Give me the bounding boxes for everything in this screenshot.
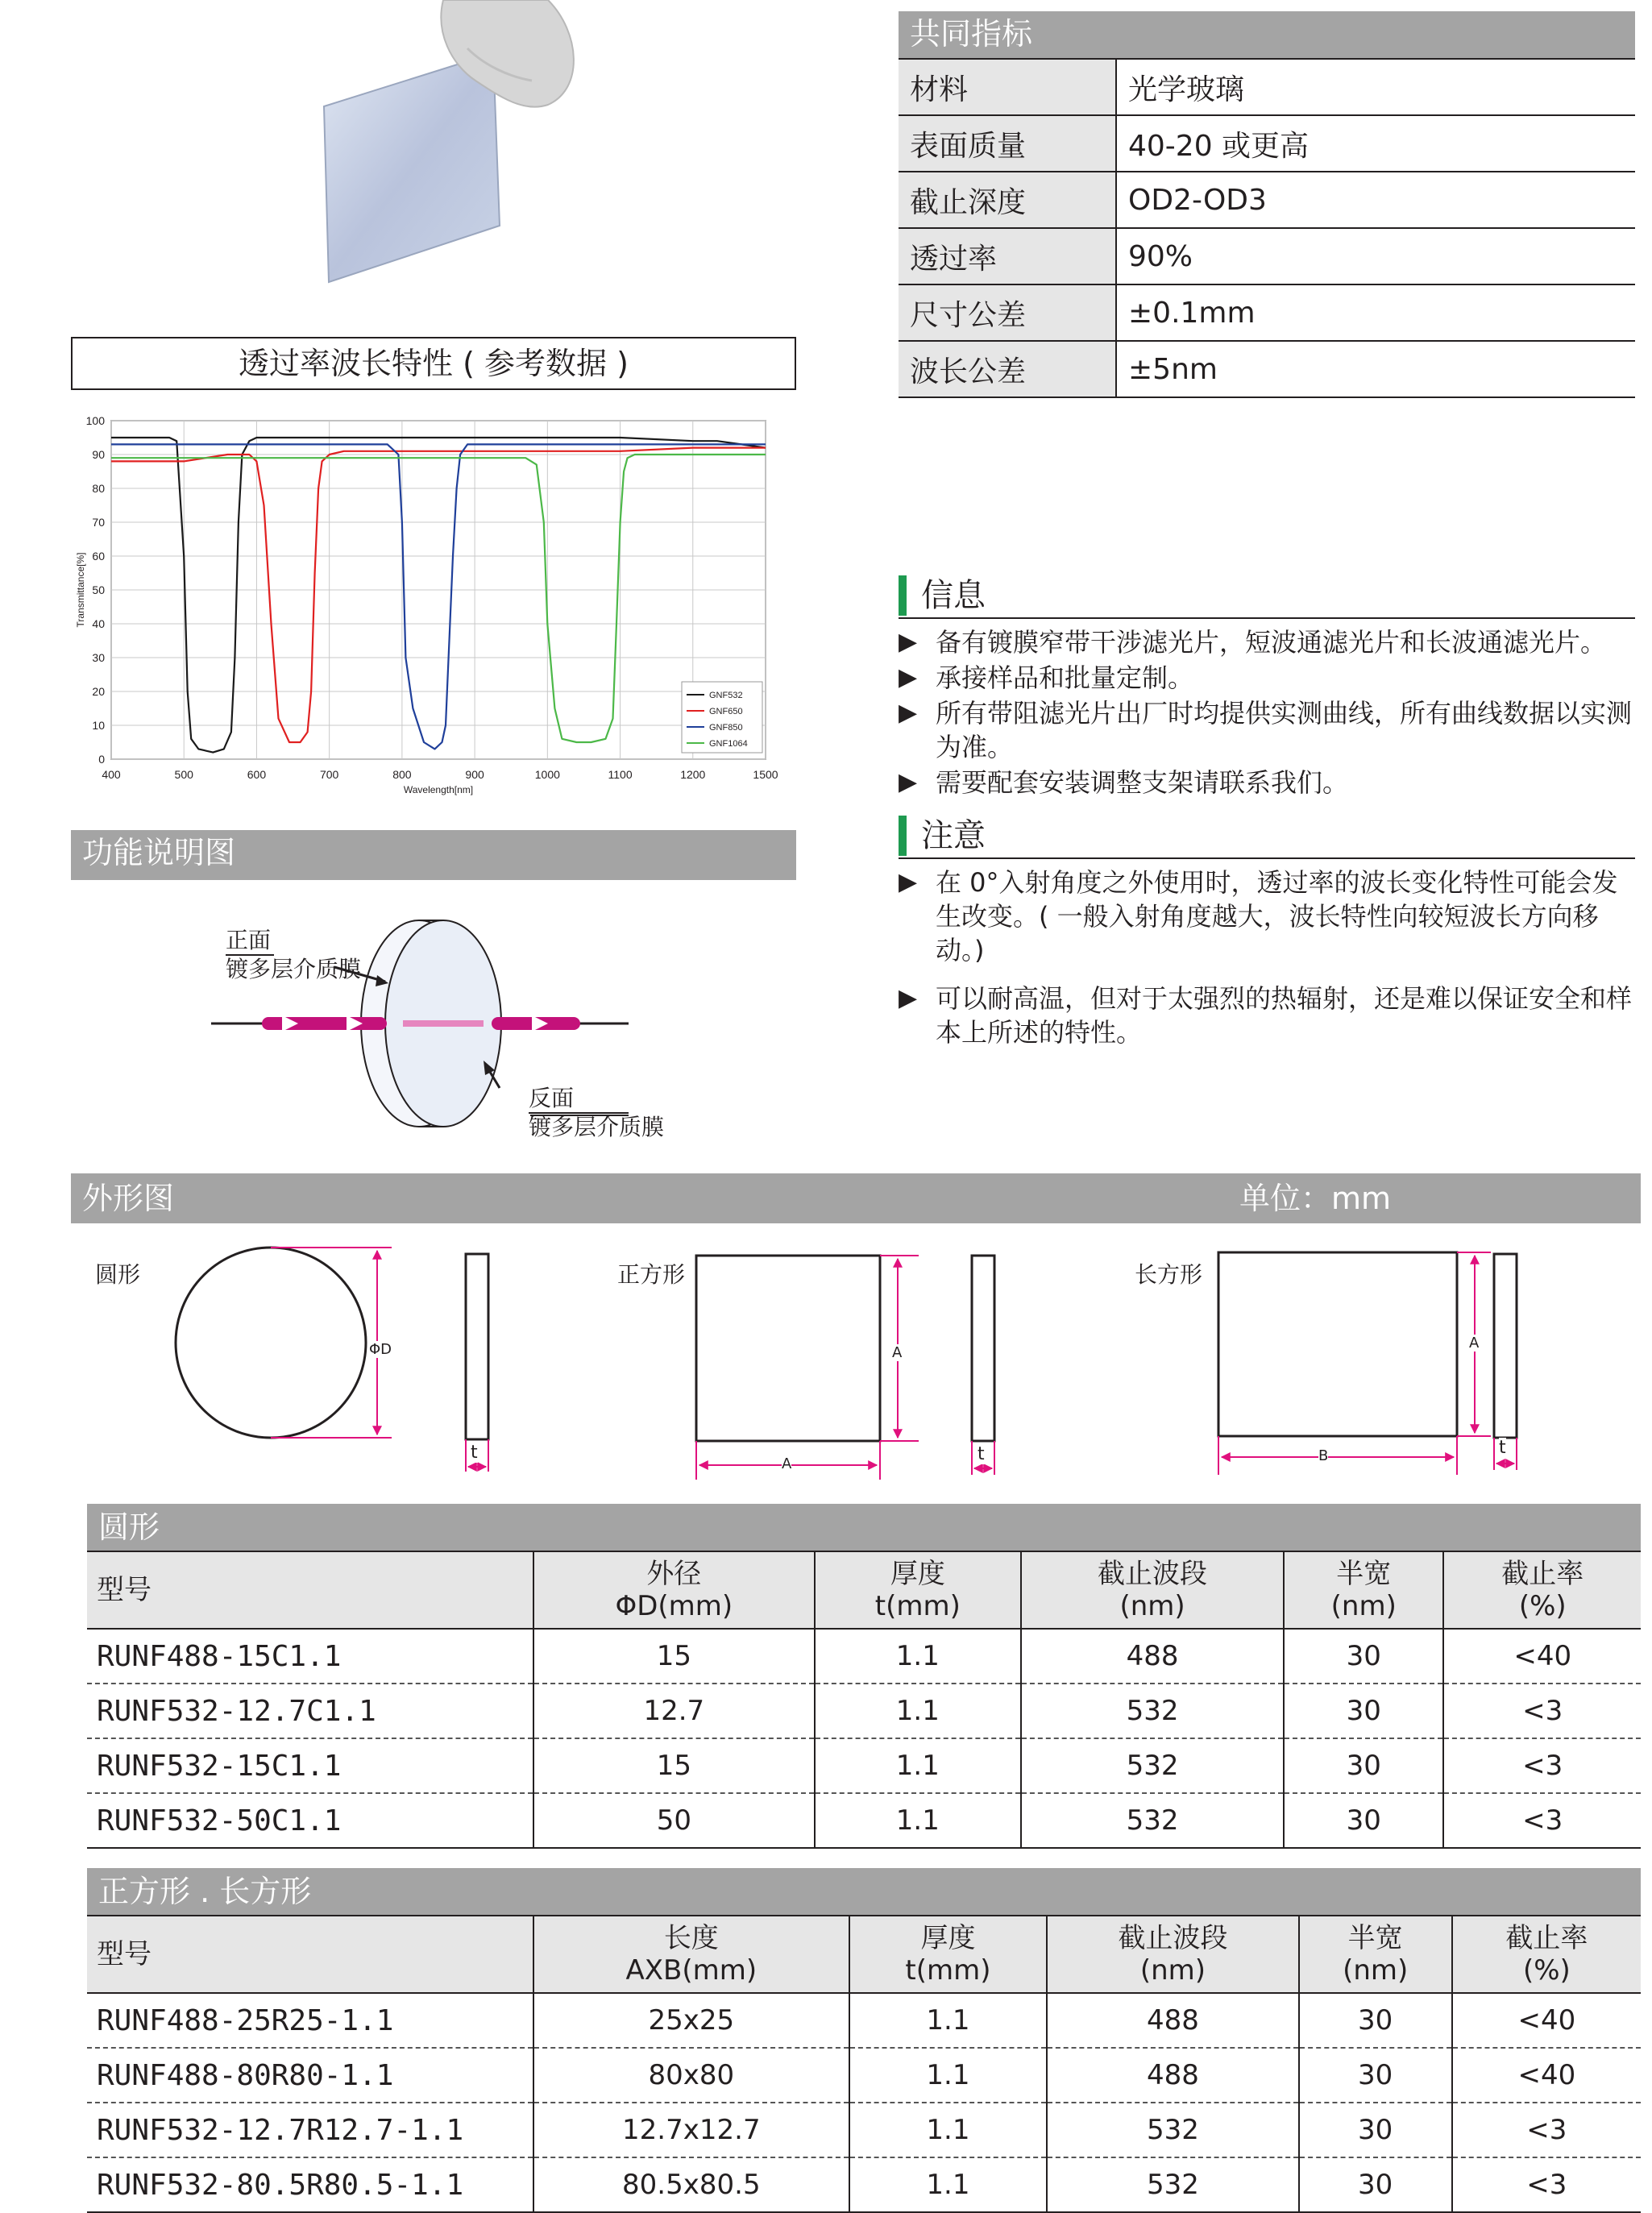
y-tick-label: 80 — [92, 482, 105, 495]
info-item-1: ▶ 备有镀膜窄带干涉滤光片，短波通滤光片和长波通滤光片。 — [899, 625, 1640, 659]
y-axis-label: Transmittance[%] — [75, 552, 86, 628]
unit-label: 单位：mm — [1239, 1181, 1392, 1216]
model-cell: RUNF532-15C1.1 — [87, 1738, 533, 1793]
table-row — [87, 1993, 1641, 2048]
table-cell: 532 — [1047, 2103, 1298, 2157]
outline-drawings — [0, 1241, 1652, 1483]
spec-key: 截止深度 — [899, 172, 1116, 228]
table-cell: 30 — [1299, 2048, 1452, 2103]
table-row — [87, 1738, 1641, 1793]
spec-value: OD2-OD3 — [1116, 172, 1635, 228]
round-table — [87, 1551, 1641, 1849]
rect-shape-label: 长方形 — [1135, 1261, 1203, 1288]
table-cell: <40 — [1452, 1993, 1641, 2048]
table-cell: 1.1 — [849, 2048, 1048, 2103]
column-header: 半宽 (nm) — [1284, 1551, 1443, 1629]
table-cell: 30 — [1284, 1684, 1443, 1738]
column-header: 半宽 (nm) — [1299, 1916, 1452, 1993]
model-cell: RUNF532-80.5R80.5-1.1 — [87, 2157, 533, 2212]
table-row — [87, 1629, 1641, 1684]
table-cell: 30 — [1284, 1738, 1443, 1793]
table-cell: 532 — [1021, 1793, 1284, 1848]
table-cell: 12.7x12.7 — [533, 2103, 849, 2157]
table-cell: 488 — [1047, 2048, 1298, 2103]
table-cell: 30 — [1284, 1629, 1443, 1684]
table-row — [87, 1684, 1641, 1738]
table-cell: 1.1 — [815, 1629, 1021, 1684]
column-header: 型号 — [87, 1916, 533, 1993]
x-tick-label: 1000 — [534, 768, 560, 781]
model-cell: RUNF532-12.7R12.7-1.1 — [87, 2103, 533, 2157]
dim-t-square-label: t — [978, 1444, 985, 1464]
x-axis-label: Wavelength[nm] — [403, 784, 474, 795]
dim-t-round-label: t — [471, 1443, 478, 1463]
square-table-title: 正方形 . 长方形 — [98, 1874, 312, 1909]
dim-a-rect-label: A — [1469, 1335, 1480, 1351]
dim-b-label: B — [1318, 1447, 1329, 1464]
legend-entry: GNF1064 — [709, 739, 748, 749]
spec-value: 光学玻璃 — [1116, 59, 1635, 115]
table-row — [87, 2157, 1641, 2212]
square-table — [87, 1915, 1641, 2213]
spec-key: 波长公差 — [899, 341, 1116, 397]
notice-divider — [899, 857, 1635, 859]
y-tick-label: 90 — [92, 448, 105, 461]
column-header: 截止波段 (nm) — [1047, 1916, 1298, 1993]
x-tick-label: 700 — [319, 768, 339, 781]
front-label-line1: 正面 — [226, 927, 274, 956]
front-label — [226, 927, 361, 983]
legend-entry: GNF850 — [709, 723, 743, 733]
specs-table — [899, 58, 1635, 398]
spec-row — [899, 284, 1635, 341]
model-cell: RUNF488-25R25-1.1 — [87, 1993, 533, 2048]
column-header: 长度 AXB(mm) — [533, 1916, 849, 1993]
spec-row — [899, 228, 1635, 284]
table-row — [87, 2048, 1641, 2103]
chart-title: 透过率波长特性 ( 参考数据 ) — [239, 346, 629, 381]
spec-row — [899, 59, 1635, 115]
table-cell: 15 — [533, 1738, 815, 1793]
table-cell: 532 — [1021, 1738, 1284, 1793]
table-cell: 1.1 — [815, 1793, 1021, 1848]
info-item-4: ▶ 需要配套安装调整支架请联系我们。 — [899, 766, 1640, 799]
table-cell: <3 — [1443, 1684, 1641, 1738]
dim-d-label: ΦD — [369, 1341, 392, 1358]
square-table-header — [87, 1868, 1641, 1915]
table-row — [87, 2103, 1641, 2157]
front-label-line2: 镀多层介质膜 — [226, 956, 362, 982]
chart-title-box — [71, 337, 796, 390]
x-tick-label: 1100 — [608, 768, 633, 781]
table-cell: 25x25 — [533, 1993, 849, 2048]
spec-value: 40-20 或更高 — [1116, 115, 1635, 172]
dim-a-horiz-label: A — [782, 1455, 792, 1472]
notice-title-text: 注意 — [921, 817, 986, 854]
outline-section-header — [71, 1173, 1641, 1223]
y-tick-label: 0 — [98, 753, 105, 766]
x-tick-label: 500 — [174, 768, 193, 781]
square-shape-label: 正方形 — [617, 1261, 686, 1288]
specs-title: 共同指标 — [910, 16, 1033, 52]
table-cell: <3 — [1443, 1738, 1641, 1793]
column-header: 厚度 t(mm) — [849, 1916, 1048, 1993]
info-item-3: ▶ 所有带阻滤光片出厂时均提供实测曲线，所有曲线数据以实测为准。 — [899, 696, 1640, 764]
spec-row — [899, 341, 1635, 397]
notice-title — [899, 816, 986, 856]
table-cell: 30 — [1284, 1793, 1443, 1848]
back-label-line2: 镀多层介质膜 — [529, 1114, 665, 1140]
model-cell: RUNF532-50C1.1 — [87, 1793, 533, 1848]
y-tick-label: 40 — [92, 617, 105, 630]
info-title-text: 信息 — [921, 577, 986, 614]
table-cell: 15 — [533, 1629, 815, 1684]
table-cell: 1.1 — [815, 1738, 1021, 1793]
model-cell: RUNF488-80R80-1.1 — [87, 2048, 533, 2103]
info-title — [899, 575, 986, 616]
table-cell: 1.1 — [849, 1993, 1048, 2048]
table-cell: 532 — [1047, 2157, 1298, 2212]
legend-entry: GNF532 — [709, 691, 743, 700]
table-row — [87, 1793, 1641, 1848]
x-tick-label: 900 — [465, 768, 484, 781]
table-cell: 80x80 — [533, 2048, 849, 2103]
spec-key: 透过率 — [899, 228, 1116, 284]
dim-a-vert-label: A — [892, 1344, 903, 1361]
product-photo — [306, 0, 596, 290]
column-header: 型号 — [87, 1551, 533, 1629]
function-section-header — [71, 830, 796, 880]
transmittance-chart — [73, 403, 798, 806]
y-tick-label: 20 — [92, 685, 105, 698]
table-cell: 488 — [1047, 1993, 1298, 2048]
back-label — [529, 1085, 664, 1141]
table-cell: 50 — [533, 1793, 815, 1848]
table-cell: <3 — [1452, 2103, 1641, 2157]
table-cell: 30 — [1299, 2157, 1452, 2212]
column-header: 外径 ΦD(mm) — [533, 1551, 815, 1629]
table-cell: 532 — [1021, 1684, 1284, 1738]
spec-value: ±0.1mm — [1116, 284, 1635, 341]
x-tick-label: 1500 — [753, 768, 778, 781]
spec-row — [899, 115, 1635, 172]
model-cell: RUNF488-15C1.1 — [87, 1629, 533, 1684]
legend-entry: GNF650 — [709, 707, 743, 716]
y-tick-label: 70 — [92, 516, 105, 529]
table-cell: 1.1 — [849, 2157, 1048, 2212]
function-section-title: 功能说明图 — [82, 835, 236, 870]
table-cell: <3 — [1443, 1793, 1641, 1848]
column-header: 截止波段 (nm) — [1021, 1551, 1284, 1629]
model-cell: RUNF532-12.7C1.1 — [87, 1684, 533, 1738]
column-header: 截止率 (%) — [1452, 1916, 1641, 1993]
table-cell: 80.5x80.5 — [533, 2157, 849, 2212]
table-cell: 12.7 — [533, 1684, 815, 1738]
table-cell: 30 — [1299, 2103, 1452, 2157]
table-cell: 488 — [1021, 1629, 1284, 1684]
x-tick-label: 1200 — [680, 768, 706, 781]
spec-value: 90% — [1116, 228, 1635, 284]
notice-item-2: ▶ 可以耐高温，但对于太强烈的热辐射，还是难以保证安全和样本上所述的特性。 — [899, 982, 1640, 1049]
y-tick-label: 30 — [92, 651, 105, 664]
y-tick-label: 60 — [92, 550, 105, 563]
table-cell: 30 — [1299, 1993, 1452, 2048]
round-table-title: 圆形 — [98, 1509, 160, 1545]
spec-value: ±5nm — [1116, 341, 1635, 397]
round-table-header — [87, 1504, 1641, 1551]
x-tick-label: 400 — [102, 768, 121, 781]
x-tick-label: 800 — [392, 768, 412, 781]
table-cell: <40 — [1452, 2048, 1641, 2103]
x-tick-label: 600 — [247, 768, 267, 781]
table-cell: 1.1 — [849, 2103, 1048, 2157]
table-cell: <3 — [1452, 2157, 1641, 2212]
specs-header — [899, 11, 1635, 58]
y-tick-label: 100 — [85, 414, 105, 427]
spec-key: 材料 — [899, 59, 1116, 115]
info-item-2: ▶ 承接样品和批量定制。 — [899, 661, 1640, 695]
dim-t-rect-label: t — [1499, 1438, 1506, 1458]
spec-row — [899, 172, 1635, 228]
table-cell: <40 — [1443, 1629, 1641, 1684]
info-divider — [899, 617, 1635, 619]
table-cell: 1.1 — [815, 1684, 1021, 1738]
column-header: 厚度 t(mm) — [815, 1551, 1021, 1629]
spec-key: 尺寸公差 — [899, 284, 1116, 341]
outline-title: 外形图 — [82, 1181, 175, 1216]
y-tick-label: 10 — [92, 719, 105, 732]
spec-key: 表面质量 — [899, 115, 1116, 172]
notice-item-1: ▶ 在 0°入射角度之外使用时，透过率的波长变化特性可能会发生改变。( 一般入射角度越大，波长特性向较短波长方向移动。) — [899, 866, 1640, 967]
round-shape-label: 圆形 — [95, 1261, 141, 1288]
back-label-line1: 反面 — [529, 1085, 629, 1114]
column-header: 截止率 (%) — [1443, 1551, 1641, 1629]
y-tick-label: 50 — [92, 583, 105, 596]
